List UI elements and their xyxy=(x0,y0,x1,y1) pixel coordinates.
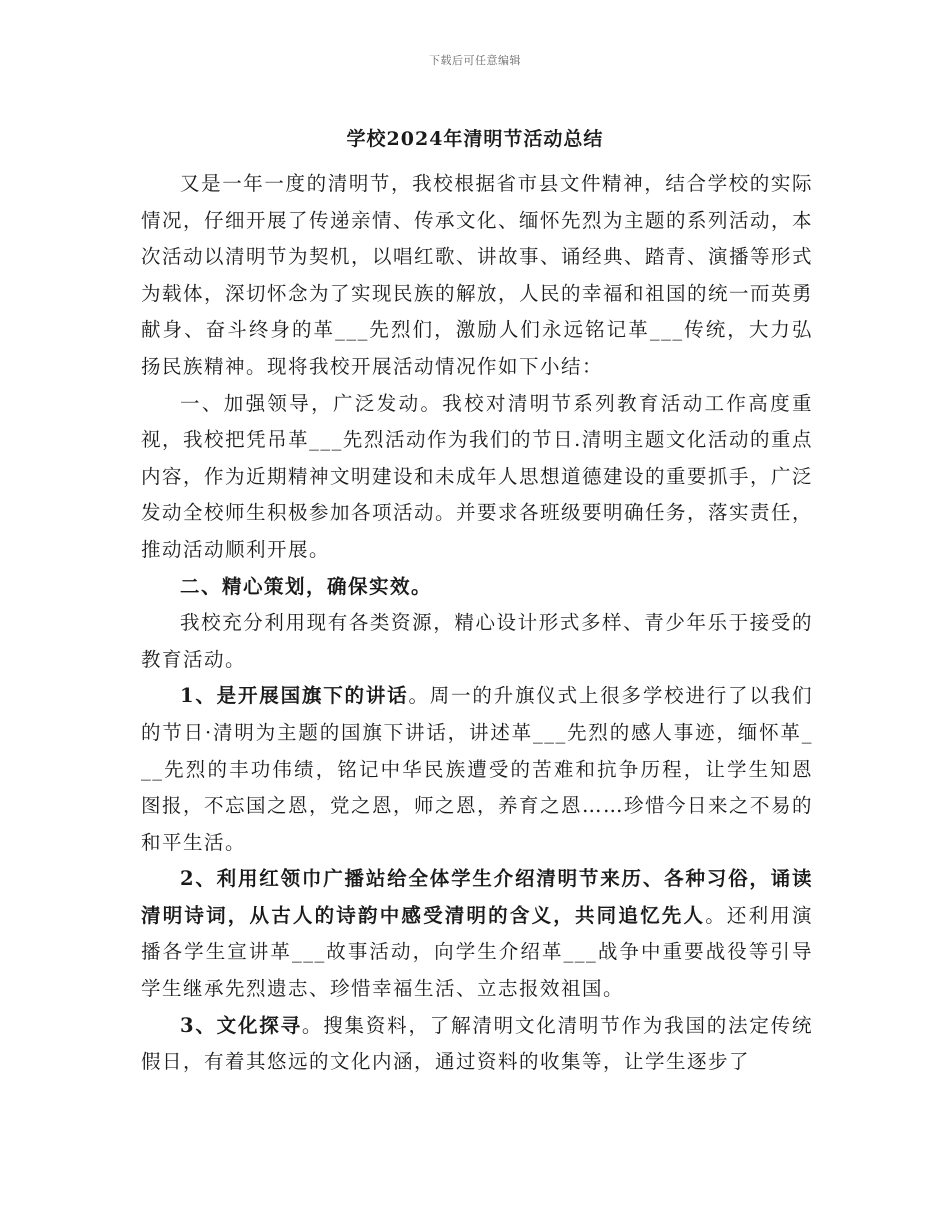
item1-paragraph xyxy=(141,678,813,861)
item2-paragraph xyxy=(141,861,813,1007)
item3-paragraph xyxy=(141,1008,813,1081)
item3-rest: 。搜集资料，了解清明文化清明节作为我国的法定传统假日，有着其悠远的文化内涵，通过资料的收集等，让学生逐步了 xyxy=(141,1013,813,1074)
item2-rest: 。还利用演播各学生宣讲革___故事活动，向学生介绍革___战争中重要战役等引导学生继承先烈遗志、珍惜幸福生活、立志报效祖国。 xyxy=(141,903,813,1001)
page-title: 学校2024年清明节活动总结 xyxy=(346,128,604,150)
section2-paragraph: 我校充分利用现有各类资源，精心设计形式多样、青少年乐于接受的教育活动。 xyxy=(141,611,813,671)
item1-lead: 1、是开展国旗下的讲话 xyxy=(180,684,409,708)
item3-lead: 3、文化探寻 xyxy=(180,1013,302,1037)
item1-rest: 。周一的升旗仪式上很多学校进行了以我们的节日·清明为主题的国旗下讲话，讲述革___先烈的感人事迹，缅怀革___先烈的丰功伟绩，铭记中华民族遭受的苦难和抗争历程，让学生知恩图报，不忘国之恩，党之恩，师之恩，养育之恩……珍惜今日来之不易的和平生活。 xyxy=(141,684,814,854)
document-body xyxy=(141,166,813,1081)
section2-heading: 二、精心策划，确保实效。 xyxy=(180,574,433,598)
section1-paragraph: 一、加强领导，广泛发动。我校对清明节系列教育活动工作高度重视，我校把凭吊革___先烈活动作为我们的节日.清明主题文化活动的重点内容，作为近期精神文明建设和未成年人思想道德建设的重要抓手，广泛发动全校师生积极参加各项活动。并要求各班级要明确任务，落实责任，推动活动顺利开展。 xyxy=(141,391,814,561)
header-note: 下载后可任意编辑 xyxy=(429,54,521,67)
intro-paragraph: 又是一年一度的清明节，我校根据省市县文件精神，结合学校的实际情况，仔细开展了传递亲情、传承文化、缅怀先烈为主题的系列活动，本次活动以清明节为契机，以唱红歌、讲故事、诵经典、踏青、演播等形式为载体，深切怀念为了实现民族的解放，人民的幸福和祖国的统一而英勇献身、奋斗终身的革___先烈们，激励人们永远铭记革___传统，大力弘扬民族精神。现将我校开展活动情况作如下小结： xyxy=(141,172,814,378)
item2-lead: 2、利用红领巾广播站给全体学生介绍清明节来历、各种习俗，诵读清明诗词，从古人的诗韵中感受清明的含义，共同追忆先人 xyxy=(141,867,813,927)
